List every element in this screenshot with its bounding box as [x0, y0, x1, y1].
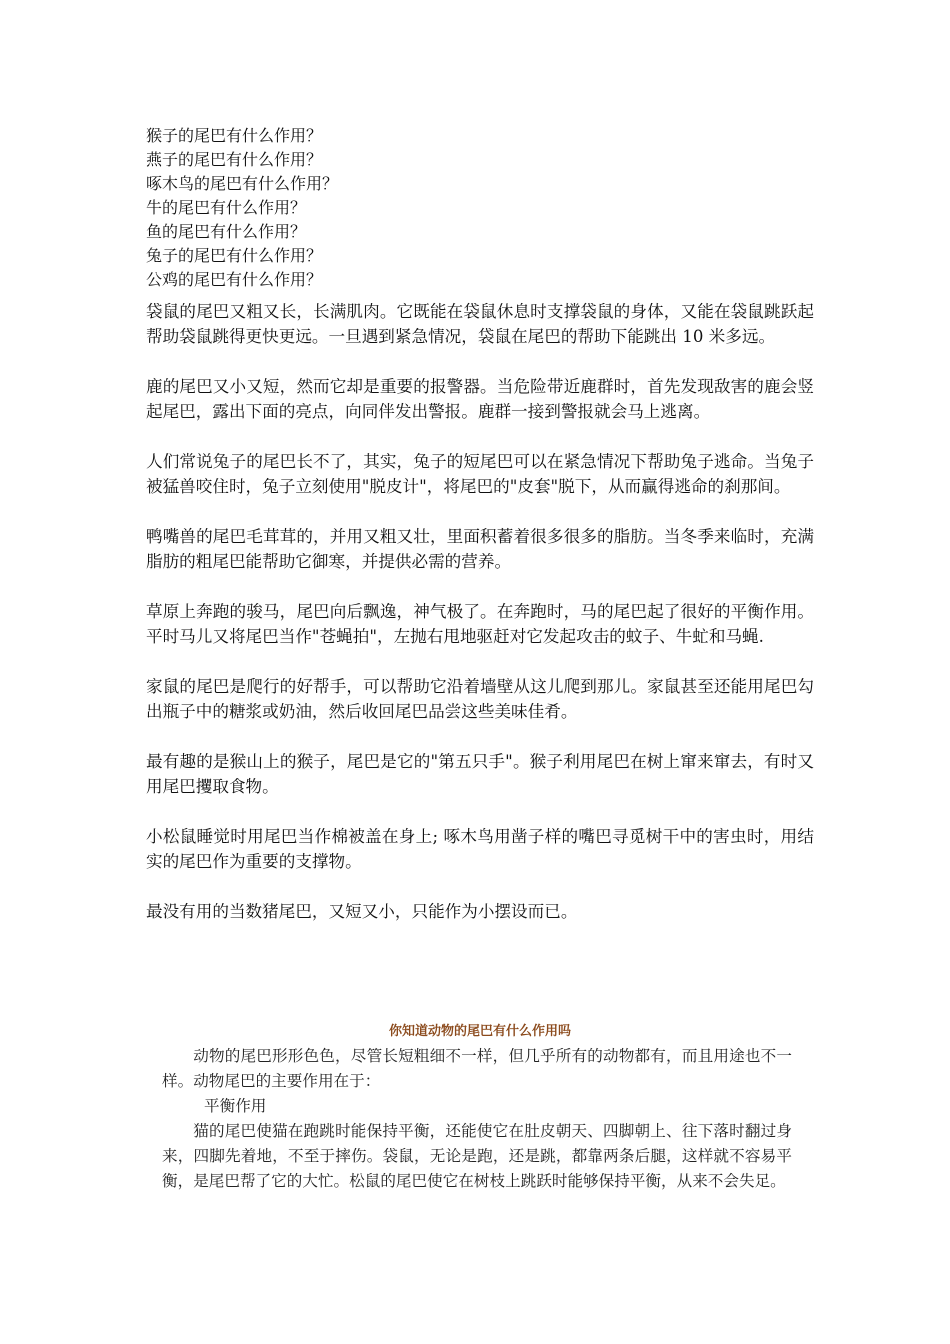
paragraph-monkey: 最有趣的是猴山上的猴子，尾巴是它的"第五只手"。猴子利用尾巴在树上窜来窜去，有时又用尾巴攫取食物。 [146, 752, 814, 796]
paragraph-pig: 最没有用的当数猪尾巴，又短又小，只能作为小摆设而已。 [146, 902, 578, 921]
question-line: 公鸡的尾巴有什么作用？ [146, 270, 323, 289]
paragraph-horse: 草原上奔跑的骏马，尾巴向后飘逸，神气极了。在奔跑时，马的尾巴起了很好的平衡作用。平时马儿又将尾巴当作"苍蝇拍"，左抛右甩地驱赶对它发起攻击的蚊子、牛虻和马蝇. [146, 602, 814, 646]
question-line: 啄木鸟的尾巴有什么作用？ [146, 174, 339, 193]
paragraph-platypus: 鸭嘴兽的尾巴毛茸茸的，并用又粗又壮，里面积蓄着很多很多的脂肪。当冬季来临时，充满脂肪的粗尾巴能帮助它御寒，并提供必需的营养。 [146, 527, 814, 571]
question-line: 牛的尾巴有什么作用？ [146, 198, 307, 217]
article-intro: 动物的尾巴形形色色，尽管长短粗细不一样，但几乎所有的动物都有，而且用途也不一样。动物尾巴的主要作用在于： [162, 1047, 792, 1090]
question-list [146, 124, 826, 292]
question-line: 燕子的尾巴有什么作用？ [146, 150, 323, 169]
paragraph-rabbit: 人们常说兔子的尾巴长不了，其实，兔子的短尾巴可以在紧急情况下帮助兔子逃命。当兔子被猛兽咬住时，兔子立刻使用"脱皮计"，将尾巴的"皮套"脱下，从而赢得逃命的刹那间。 [146, 452, 814, 496]
question-line: 猴子的尾巴有什么作用？ [146, 126, 323, 145]
question-line: 鱼的尾巴有什么作用？ [146, 222, 307, 241]
article-paragraph: 猫的尾巴使猫在跑跳时能保持平衡，还能使它在肚皮朝天、四脚朝上、往下落时翻过身来，四脚先着地，不至于摔伤。袋鼠，无论是跑，还是跳，都靠两条后腿，这样就不容易平衡，是尾巴帮了它的大忙。松鼠的尾巴使它在树枝上跳跃时能够保持平衡，从来不会失足。 [162, 1122, 792, 1190]
question-line: 兔子的尾巴有什么作用？ [146, 246, 323, 265]
article-title: 你知道动物的尾巴有什么作用吗 [388, 1024, 571, 1039]
paragraph-house-mouse: 家鼠的尾巴是爬行的好帮手，可以帮助它沿着墙壁从这儿爬到那儿。家鼠甚至还能用尾巴勾出瓶子中的糖浆或奶油，然后收回尾巴品尝这些美味佳肴。 [146, 677, 814, 721]
paragraph-squirrel-woodpecker: 小松鼠睡觉时用尾巴当作棉被盖在身上; 啄木鸟用凿子样的嘴巴寻觅树干中的害虫时，用结实的尾巴作为重要的支撑物。 [146, 827, 814, 871]
article-body [162, 1044, 792, 1194]
answer-section [146, 299, 814, 924]
paragraph-deer: 鹿的尾巴又小又短，然而它却是重要的报警器。当危险带近鹿群时，首先发现敌害的鹿会竖起尾巴，露出下面的亮点，向同伴发出警报。鹿群一接到警报就会马上逃离。 [146, 377, 814, 421]
paragraph-kangaroo: 袋鼠的尾巴又粗又长，长满肌肉。它既能在袋鼠休息时支撑袋鼠的身体，又能在袋鼠跳跃起帮助袋鼠跳得更快更远。一旦遇到紧急情况，袋鼠在尾巴的帮助下能跳出 10 米多远。 [146, 302, 814, 346]
article-subheading: 平衡作用 [204, 1097, 267, 1115]
